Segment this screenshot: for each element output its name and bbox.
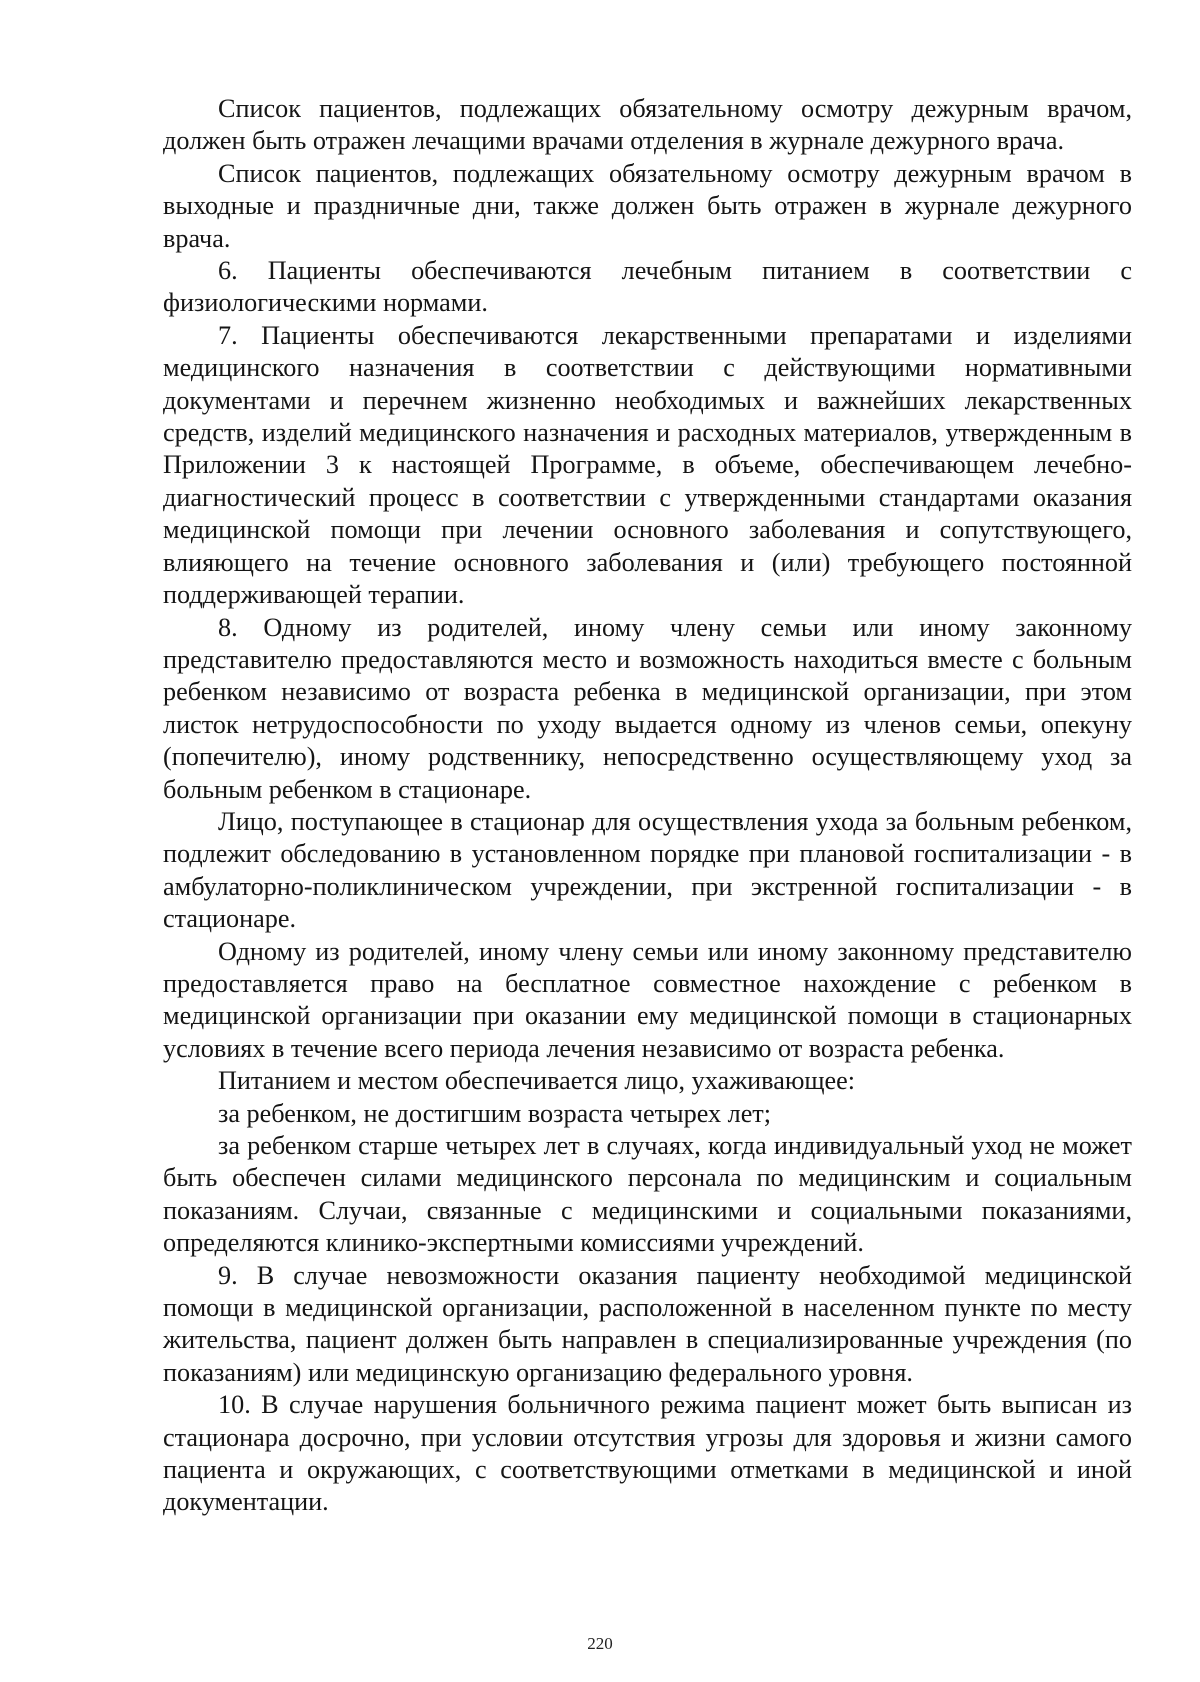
paragraph-meals-and-bed: Питанием и местом обеспечивается лицо, ухаживающее:: [218, 1066, 856, 1096]
paragraph-free-cohabitation: Одному из родителей, иному члену семьи или иному законному представителю предоставляется право на бесплатное совместное нахождение с ребенком в медицинской организации при оказании ему медицинской помощи в стационарных условиях в течение всего периода лечения независимо от возраста ребенка.: [163, 936, 1132, 1063]
paragraph-item-10: 10. В случае нарушения больничного режима пациент может быть выписан из стационара досрочно, при условии отсутствия угрозы для здоровья и жизни самого пациента и окружающих, с соответствующими отметками в медицинской и иной документации.: [163, 1390, 1132, 1517]
paragraph-item-6: 6. Пациенты обеспечиваются лечебным питанием в соответствии с физиологическими нормами.: [163, 256, 1132, 318]
page-number: 220: [587, 1634, 613, 1653]
paragraph-duty-doctor-list: Список пациентов, подлежащих обязательному осмотру дежурным врачом, должен быть отражен лечащими врачами отделения в журнале дежурного врача.: [163, 94, 1132, 156]
paragraph-holiday-duty-list: Список пациентов, подлежащих обязательному осмотру дежурным врачом в выходные и праздничные дни, также должен быть отражен в журнале дежурного врача.: [163, 158, 1132, 253]
document-body: [163, 93, 1132, 1519]
paragraph-item-7: 7. Пациенты обеспечиваются лекарственными препаратами и изделиями медицинского назначения в соответствии с действующими нормативными документами и перечнем жизненно необходимых и важнейших лекарственных средств, изделий медицинского назначения и расходных материалов, утвержденным в Приложении 3 к настоящей Программе, в объеме, обеспечивающем лечебно-диагностический процесс в соответствии с утвержденными стандартами оказания медицинской помощи при лечении основного заболевания и сопутствующего, влияющего на течение основного заболевания и (или) требующего постоянной поддерживающей терапии.: [163, 320, 1132, 610]
paragraph-caregiver-examination: Лицо, поступающее в стационар для осуществления ухода за больным ребенком, подлежит обследованию в установленном порядке при плановой госпитализации - в амбулаторно-поликлиническом учреждении, при экстренной госпитализации - в стационаре.: [163, 806, 1132, 934]
paragraph-item-9: 9. В случае невозможности оказания пациенту необходимой медицинской помощи в медицинской организации, расположенной в населенном пункте по месту жительства, пациент должен быть направлен в специализированные учреждения (по показаниям) или медицинскую организацию федерального уровня.: [163, 1260, 1132, 1387]
paragraph-under-four: за ребенком, не достигшим возраста четырех лет;: [218, 1098, 772, 1128]
paragraph-over-four: за ребенком старше четырех лет в случаях, когда индивидуальный уход не может быть обеспечен силами медицинского персонала по медицинским и социальным показаниям. Случаи, связанные с медицинскими и социальными показаниями, определяются клинико-экспертными комиссиями учреждений.: [163, 1131, 1132, 1258]
paragraph-item-8: 8. Одному из родителей, иному члену семьи или иному законному представителю предоставляются место и возможность находиться вместе с больным ребенком независимо от возраста ребенка в медицинской организации, при этом листок нетрудоспособности по уходу выдается одному из членов семьи, опекуну (попечителю), иному родственнику, непосредственно осуществляющему уход за больным ребенком в стационаре.: [163, 612, 1132, 804]
